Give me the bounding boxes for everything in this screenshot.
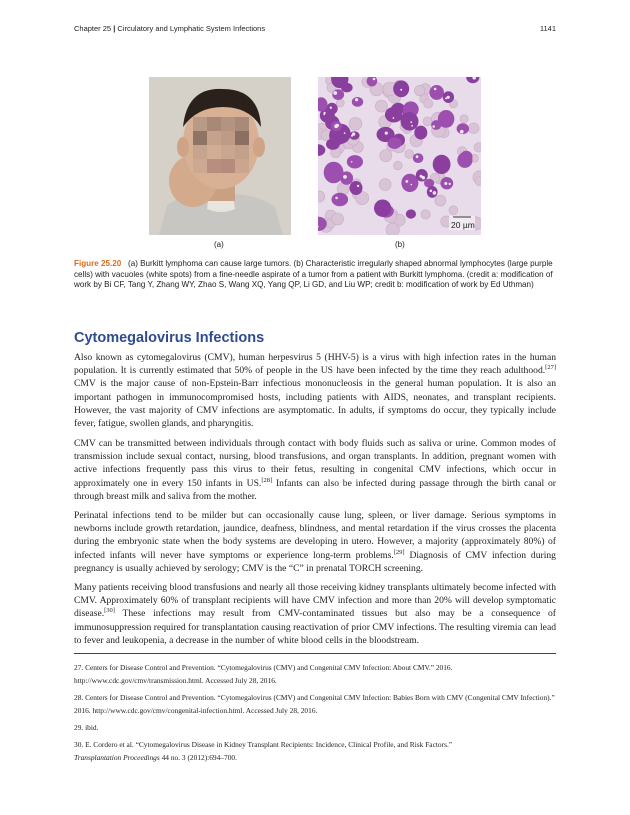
paragraph-1-text-b: CMV is the major cause of non-Epstein-Barr infectious mononucleosis in the general human population. It is also an important pathogen in immunocompromised hosts, including patients with AIDS, neonates, and transplant recipients. However, the vast majority of CMV infections are asymptomatic. In adults, if symptoms do occur, they typically include fever, fatigue, swollen glands, and pharyngitis. xyxy=(74,378,556,430)
figure-number: Figure 25.20 xyxy=(74,259,122,268)
page-number: 1141 xyxy=(539,24,556,33)
paragraph-3 xyxy=(74,509,556,575)
panel-b-label: (b) xyxy=(395,240,405,249)
paragraph-1-text-a: Also known as cytomegalovirus (CMV), human herpesvirus 5 (HHV-5) is a virus with high infection rates in the human population. It is currently estimated that 50% of people in the US have been infected by the time they reach adulthood. xyxy=(74,352,556,377)
scale-bar-label: 20 µm xyxy=(451,220,475,230)
paragraph-2-text-b: Infants can also be infected during passage through the birth canal or through breast milk and saliva from the mother. xyxy=(74,477,556,502)
paragraph-3-text-a: Perinatal infections tend to be milder but can occasionally cause lung, spleen, or liver damage. Serious symptoms in newborns include growth retardation, jaundice, deafness, blindness, and mental retardation if the virus crosses the placenta during the embryonic state when the body systems are developing in utero. However, a majority (approximately 80%) of infected infants will never have symptoms or experience long-term problems. xyxy=(74,510,556,561)
footnote-ref-29[interactable]: [29] xyxy=(393,548,405,556)
paragraph-3-text-b: Diagnosis of CMV infection during pregnancy is usually achieved by serology; CMV is the “C” in prenatal TORCH screening. xyxy=(74,549,556,574)
paragraph-4-text-b: These infections may result from CMV-contaminated tissues but also may be a consequence of immunosuppression required for transplantation causing reactivation of prior CMV infections. The resulting viremia can lead to fever and leukopenia, a decrease in the number of white blood cells in the bloodstream. xyxy=(74,608,556,646)
footnote-28: 28. Centers for Disease Control and Prevention. “Cytomegalovirus (CMV) and Congenital CMV Infection: Babies Born with CMV (Congenital CMV Infection).” 2016. http://www.cdc.gov/cmv/congenital-infection.html. Accessed July 28, 2016. xyxy=(74,693,555,715)
paragraph-2 xyxy=(74,437,556,503)
paragraph-4 xyxy=(74,581,556,647)
chapter-number: Chapter 25 xyxy=(74,24,112,33)
panel-a-label: (a) xyxy=(214,240,224,249)
footnote-30 xyxy=(74,738,556,764)
footnote-30-citation: 44 no. 3 (2012):694–700. xyxy=(159,753,237,762)
figure-caption-text: (a) Burkitt lymphoma can cause large tumors. (b) Characteristic irregularly shaped abnormal lymphocytes (large purple cells) with vacuoles (white spots) from a fine-needle aspirate of a tumor from a patient with Burkitt lymphoma. (credit a: modification of work by Bi CF, Tang Y, Zhang WY, Zhao S, Wang XQ, Yang QP, Li GD, and Liu WP; credit b: modification of work by Ed Uthman) xyxy=(74,259,553,290)
lymphocyte-micrograph xyxy=(318,77,481,235)
paragraph-1 xyxy=(74,351,556,430)
footnote-30-journal: Transplantation Proceedings xyxy=(74,753,160,762)
running-header xyxy=(74,24,265,33)
footnote-ref-27[interactable]: [27] xyxy=(545,364,556,372)
footnote-27: 27. Centers for Disease Control and Prevention. “Cytomegalovirus (CMV) and Congenital CMV Infection: About CMV.” 2016. http://www.cdc.gov/cmv/transmission.html. Accessed July 28, 2016. xyxy=(74,663,453,685)
paragraph-2-text-a: CMV can be transmitted between individuals through contact with body fluids such as saliva or urine. Common modes of transmission include sexual contact, nursing, blood transfusions, and organ transplants. In addition, pregnant women with active infections frequently pass this virus to their fetus, resulting in congenital CMV infections, which occur in approximately one in every 150 infants in US. xyxy=(74,438,556,489)
figure-caption xyxy=(74,259,554,291)
footnote-29: 29. ibid. xyxy=(74,723,99,732)
paragraph-4-text-a: Many patients receiving blood transfusions and nearly all those receiving kidney transplants ultimately become infected with CMV. Approximately 60% of transplant recipients will have CMV infection and more than 20% will develop symptomatic disease. xyxy=(74,582,556,620)
footnote-divider xyxy=(74,653,556,654)
header-separator: | xyxy=(113,24,116,33)
figure-panel-a-photo xyxy=(149,77,291,235)
footnote-ref-28[interactable]: [28] xyxy=(261,476,273,484)
chapter-title: Circulatory and Lymphatic System Infections xyxy=(117,24,266,33)
footnotes xyxy=(74,661,556,768)
footnote-ref-30[interactable]: [30] xyxy=(104,607,115,615)
section-heading: Cytomegalovirus Infections xyxy=(74,330,265,346)
burkitt-patient-photo xyxy=(149,77,291,235)
footnote-30-text: 30. E. Cordero et al. “Cytomegalovirus Disease in Kidney Transplant Recipients: Incidence, Clinical Profile, and Risk Factors.” xyxy=(74,740,453,749)
figure-panel-b-micrograph xyxy=(318,77,481,235)
